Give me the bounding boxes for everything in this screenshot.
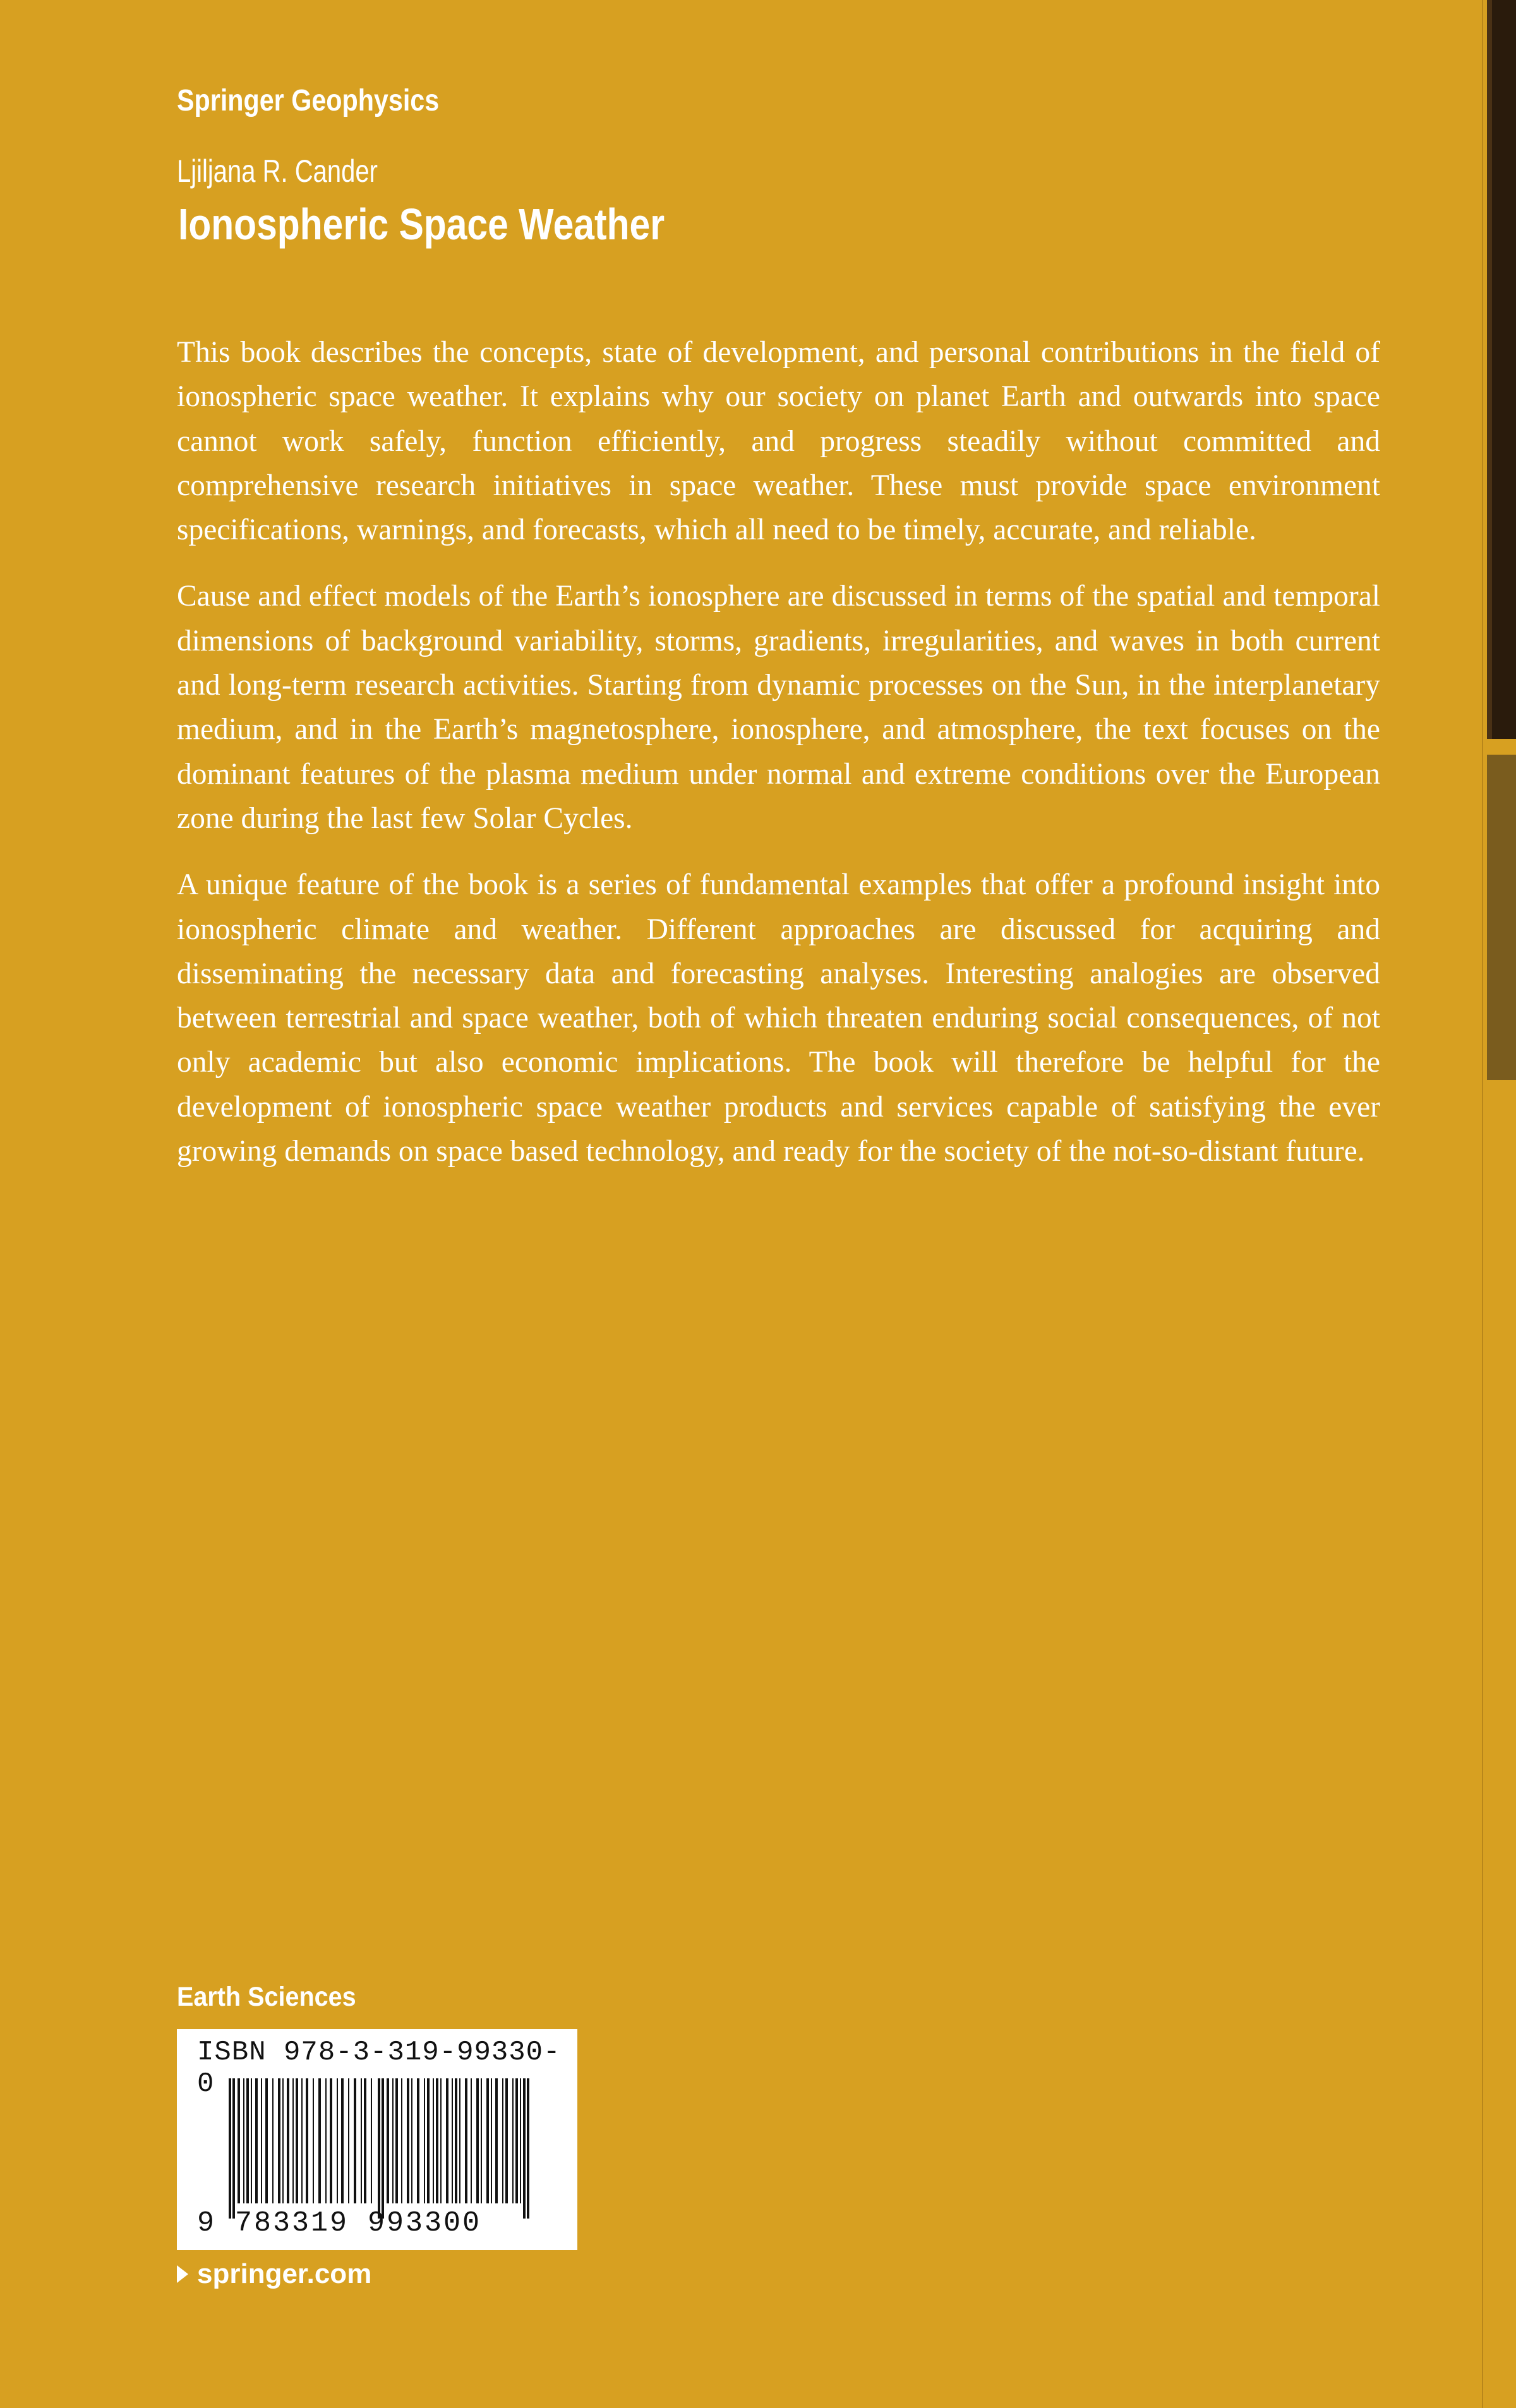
author-name: Ljiljana R. Cander xyxy=(177,153,378,189)
barcode-bar xyxy=(392,2078,394,2203)
blurb-paragraph-2: Cause and effect models of the Earth’s ionosphere are discussed in terms of the spatial and temporal dimensions of background variability, storms, gradients, irregularities, and waves in both current and long-term research activities. Starting from dynamic processes on the Sun, in the interplanetary medium, and in the Earth’s magnetosphere, ionosphere, and atmosphere, the text focuses on the dominant features of the plasma medium under normal and extreme conditions over the European zone during the last few Solar Cycles. xyxy=(177,580,1380,835)
barcode-bar xyxy=(330,2078,332,2203)
barcode-bar xyxy=(387,2078,389,2203)
barcode-bar xyxy=(325,2078,327,2203)
barcode-bar xyxy=(371,2078,372,2203)
barcode-bar xyxy=(465,2078,467,2203)
barcode-guard-bar xyxy=(382,2078,384,2219)
barcode-bar xyxy=(433,2078,434,2203)
spine-dark-band xyxy=(1487,0,1516,739)
blurb-paragraph-3: A unique feature of the book is a series of fundamental examples that offer a profound insight into ionospheric climate and weather. Different approaches are discussed for acquiring and disseminating the necessary data and forecasting analyses. Interesting analogies are observed between terrestrial and space weather, both of which threaten enduring social consequences, of not only academic but also economic implications. The book will therefore be helpful for the development of ionospheric space weather products and services capable of satisfying the ever growing demands on space based technology, and ready for the society of the not-so-distant future. xyxy=(177,868,1380,1168)
subject-category: Earth Sciences xyxy=(177,1982,356,2012)
barcode-bar xyxy=(341,2078,344,2203)
barcode-bar xyxy=(411,2078,412,2203)
barcode-bar xyxy=(452,2078,453,2203)
barcode-bar xyxy=(306,2078,308,2203)
barcode-bar xyxy=(301,2078,303,2203)
barcode-bar xyxy=(512,2078,514,2203)
barcode-guard-bar xyxy=(378,2078,380,2219)
barcode-bar xyxy=(481,2078,482,2203)
barcode-guard-bar xyxy=(527,2078,529,2219)
website-link[interactable] xyxy=(177,2258,371,2290)
barcode-bar xyxy=(255,2078,258,2203)
barcode-bar xyxy=(251,2078,252,2203)
barcode-bar xyxy=(520,2078,521,2203)
barcode-bar xyxy=(471,2078,472,2203)
blurb xyxy=(177,330,1380,1195)
barcode-bar xyxy=(424,2078,425,2203)
barcode-bar xyxy=(427,2078,430,2203)
barcode-bar xyxy=(243,2078,244,2203)
barcode-bar xyxy=(287,2078,289,2203)
spine-olive-band xyxy=(1487,755,1516,1080)
barcode-bar xyxy=(364,2078,366,2203)
barcode-bar xyxy=(417,2078,419,2203)
barcode-bar xyxy=(296,2078,298,2203)
barcode-bar xyxy=(515,2078,518,2203)
barcode-bar xyxy=(436,2078,438,2203)
triangle-right-icon xyxy=(177,2265,188,2283)
barcode-guard-bar xyxy=(229,2078,231,2219)
barcode-bar xyxy=(486,2078,489,2203)
blurb-paragraph-1: This book describes the concepts, state of development, and personal contributions in the field of ionospheric space weather. It explains why our society on planet Earth and outwards into space cannot work safely, function efficiently, and progress steadily without committed and comprehensive research initiatives in space weather. These must provide space environment specifications, warnings, and forecasts, which all need to be timely, accurate, and reliable. xyxy=(177,336,1380,547)
barcode-bar xyxy=(292,2078,294,2203)
series-name: Springer Geophysics xyxy=(177,84,440,117)
barcode-bar xyxy=(282,2078,284,2203)
barcode-bar xyxy=(348,2078,349,2203)
barcode-bar xyxy=(401,2078,402,2203)
barcode-bar xyxy=(491,2078,492,2203)
barcode-bar xyxy=(476,2078,479,2203)
barcode-bar xyxy=(272,2078,274,2203)
barcode-bar xyxy=(265,2078,268,2203)
barcode-bar xyxy=(261,2078,262,2203)
barcode-bar xyxy=(407,2078,409,2203)
book-title: Ionospheric Space Weather xyxy=(178,200,665,249)
barcode-bar xyxy=(246,2078,249,2203)
barcode-bar xyxy=(502,2078,503,2203)
barcode-bar xyxy=(361,2078,362,2203)
barcode-bar xyxy=(278,2078,280,2203)
barcode-bar xyxy=(337,2078,338,2203)
barcode-bar xyxy=(446,2078,448,2203)
barcode-bar xyxy=(505,2078,508,2203)
barcode-bar xyxy=(354,2078,356,2203)
ean-digits: 9 783319 993300 xyxy=(197,2207,482,2239)
barcode-bar xyxy=(440,2078,442,2203)
barcode-bar xyxy=(455,2078,457,2203)
isbn-label: ISBN 978-3-319-99330-0 xyxy=(197,2037,561,2100)
barcode-box xyxy=(177,2029,577,2250)
barcode-bar xyxy=(395,2078,398,2203)
barcode-guard-bar xyxy=(232,2078,235,2219)
barcode-bar xyxy=(459,2078,460,2203)
barcode-guard-bar xyxy=(523,2078,526,2219)
website-label[interactable]: springer.com xyxy=(197,2258,372,2289)
barcode-bar xyxy=(238,2078,240,2203)
barcode-bar xyxy=(495,2078,498,2203)
barcode-bar xyxy=(318,2078,321,2203)
barcode-bar xyxy=(313,2078,314,2203)
